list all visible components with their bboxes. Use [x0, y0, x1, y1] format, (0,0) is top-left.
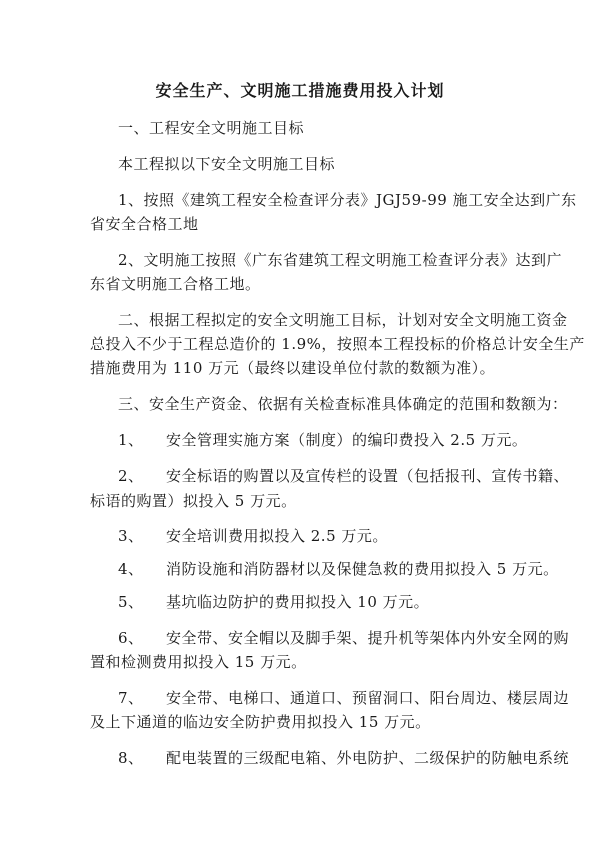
list-item-number: 1、 [118, 431, 144, 449]
section1-intro: 本工程拟以下安全文明施工目标 [118, 155, 336, 173]
list-item-text: 配电装置的三级配电箱、外电防护、二级保护的防触电系统 [166, 749, 570, 767]
list-item-number: 2、 [118, 467, 144, 485]
list-item-text: 安全标语的购置以及宣传栏的设置（包括报刊、宣传书籍、 [166, 467, 570, 485]
list-item-number: 5、 [118, 593, 144, 611]
section3-heading: 三、安全生产资金、依据有关检查标准具体确定的范围和数额为： [118, 395, 568, 413]
page-title: 安全生产、文明施工措施费用投入计划 [155, 81, 445, 100]
list-item-number: 3、 [118, 527, 144, 545]
list-item-number: 6、 [118, 629, 144, 647]
list-item [118, 747, 569, 768]
list-item [118, 558, 559, 579]
list-item-continuation: 标语的购置）拟投入 5 万元。 [90, 492, 297, 510]
goal2-line2: 东省文明施工合格工地。 [90, 275, 261, 293]
list-item-text: 安全带、电梯口、通道口、预留洞口、阳台周边、楼层周边 [166, 689, 570, 707]
list-item-number: 8、 [118, 749, 144, 767]
list-item [118, 591, 429, 612]
list-item-text: 安全管理实施方案（制度）的编印费投入 2.5 万元。 [166, 431, 528, 449]
goal1-line2: 省安全合格工地 [90, 215, 199, 233]
list-item [118, 525, 388, 546]
goal1-line1: 1、按照《建筑工程安全检查评分表》JGJ59-99 施工安全达到广东 [118, 191, 577, 209]
section2-line3: 措施费用为 110 万元（最终以建设单位付款的数额为准）。 [90, 359, 496, 377]
list-item-continuation: 及上下通道的临边安全防护费用拟投入 15 万元。 [90, 713, 431, 731]
goal2-line1: 2、文明施工按照《广东省建筑工程文明施工检查评分表》达到广 [118, 251, 563, 269]
list-item [118, 465, 569, 486]
list-item-number: 4、 [118, 560, 144, 578]
list-item-text: 安全带、安全帽以及脚手架、提升机等架体内外安全网的购 [166, 629, 570, 647]
list-item [118, 687, 569, 708]
list-item-number: 7、 [118, 689, 144, 707]
list-item-text: 安全培训费用拟投入 2.5 万元。 [166, 527, 388, 545]
list-item [118, 627, 569, 648]
section1-heading: 一、工程安全文明施工目标 [118, 119, 305, 137]
list-item [118, 429, 527, 450]
section2-line2: 总投入不少于工程总造价的 1.9%，按照本工程投标的价格总计安全生产 [90, 335, 585, 353]
list-item-continuation: 置和检测费用拟投入 15 万元。 [90, 653, 307, 671]
section2-line1: 二、根据工程拟定的安全文明施工目标，计划对安全文明施工资金 [118, 311, 568, 329]
list-item-text: 消防设施和消防器材以及保健急救的费用拟投入 5 万元。 [166, 560, 559, 578]
list-item-text: 基坑临边防护的费用拟投入 10 万元。 [166, 593, 430, 611]
